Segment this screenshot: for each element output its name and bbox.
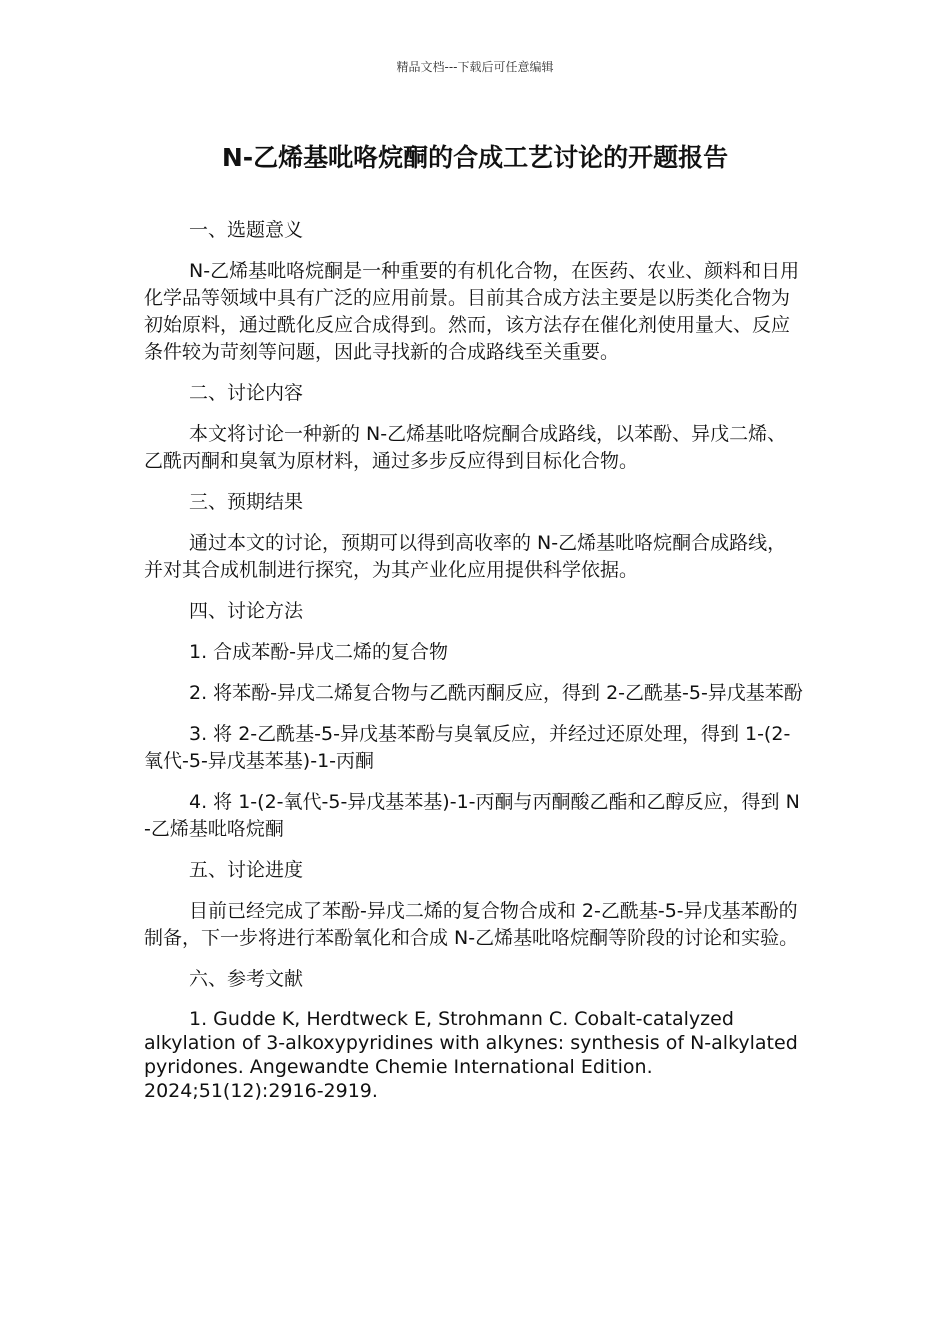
section-body-expected-results: 通过本文的讨论，预期可以得到高收率的 N-乙烯基吡咯烷酮合成路线，并对其合成机制进行探究，为其产业化应用提供科学依据。 <box>144 532 787 581</box>
section-body-progress: 目前已经完成了苯酚-异戊二烯的复合物合成和 2-乙酰基-5-异戊基苯酚的制备，下一步将进行苯酚氧化和合成 N-乙烯基吡咯烷酮等阶段的讨论和实验。 <box>144 900 799 949</box>
method-step-4: 4. 将 1-(2-氧代-5-异戊基苯基)-1-丙酮与丙酮酸乙酯和乙醇反应，得到 N-乙烯基吡咯烷酮 <box>144 791 800 840</box>
section-heading-expected-results: 三、预期结果 <box>189 491 304 513</box>
reference-item-1: 1. Gudde K, Herdtweck E, Strohmann C. Cobalt-catalyzed alkylation of 3-alkoxypyridines with alkynes: synthesis of N-alkylated pyridones. Angewandte Chemie International Edition. 2024;51(12):2916-2919. <box>144 1008 798 1102</box>
section-heading-progress: 五、讨论进度 <box>189 859 304 881</box>
method-step-1: 1. 合成苯酚-异戊二烯的复合物 <box>189 641 449 663</box>
method-step-2: 2. 将苯酚-异戊二烯复合物与乙酰丙酮反应，得到 2-乙酰基-5-异戊基苯酚 <box>189 682 803 704</box>
document-body <box>144 217 804 1117</box>
method-step-3: 3. 将 2-乙酰基-5-异戊基苯酚与臭氧反应，并经过还原处理，得到 1-(2-氧代-5-异戊基苯基)-1-丙酮 <box>144 723 791 772</box>
page-header-note: 精品文档---下载后可任意编辑 <box>396 60 554 74</box>
section-heading-references: 六、参考文献 <box>189 968 304 990</box>
section-heading-methods: 四、讨论方法 <box>189 600 304 622</box>
section-heading-significance: 一、选题意义 <box>189 219 304 241</box>
section-heading-content: 二、讨论内容 <box>189 382 304 404</box>
section-body-content: 本文将讨论一种新的 N-乙烯基吡咯烷酮合成路线，以苯酚、异戊二烯、乙酰丙酮和臭氧为原材料，通过多步反应得到目标化合物。 <box>144 423 787 472</box>
section-body-significance: N-乙烯基吡咯烷酮是一种重要的有机化合物，在医药、农业、颜料和日用化学品等领域中具有广泛的应用前景。目前其合成方法主要是以肟类化合物为初始原料，通过酰化反应合成得到。然而，该方法存在催化剂使用量大、反应条件较为苛刻等问题，因此寻找新的合成路线至关重要。 <box>144 260 800 363</box>
document-title: N-乙烯基吡咯烷酮的合成工艺讨论的开题报告 <box>221 143 729 172</box>
